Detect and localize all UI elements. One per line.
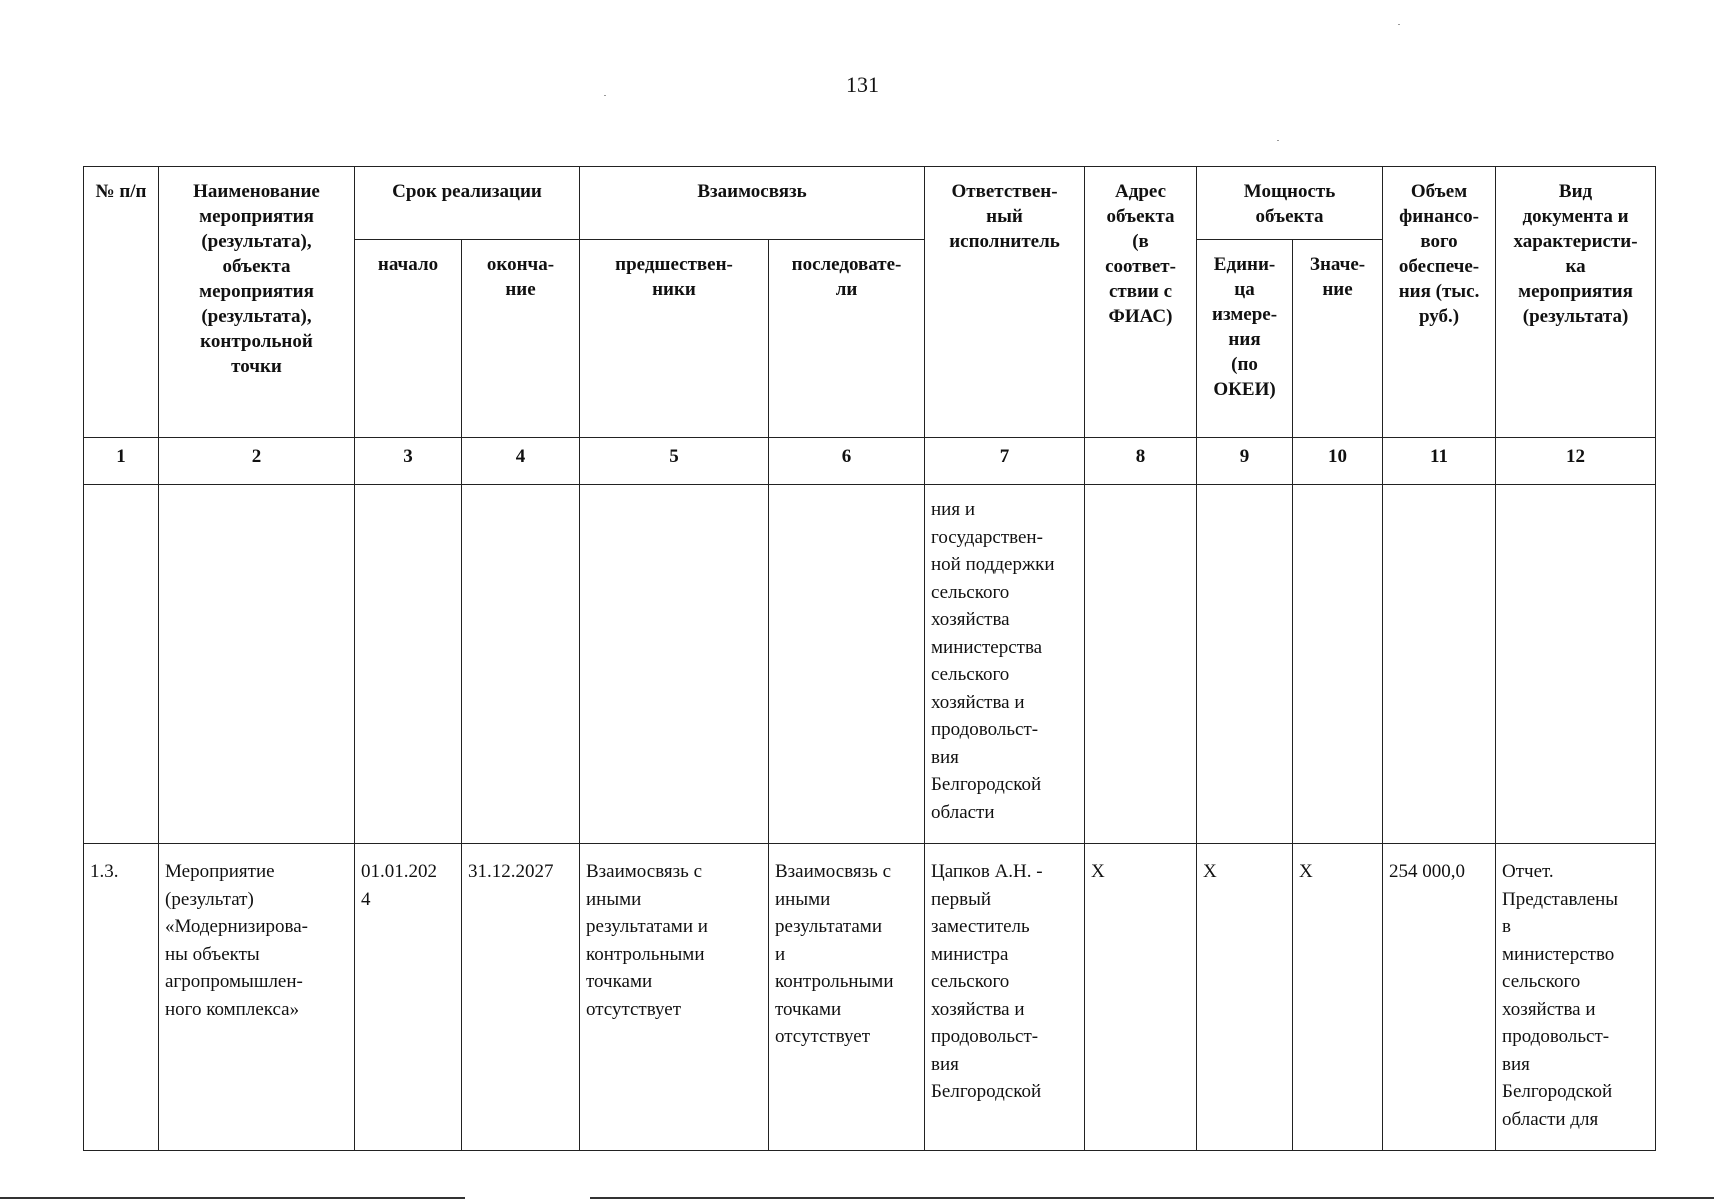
- cell-address: X: [1085, 844, 1197, 1151]
- cell-number: 1.3.: [84, 844, 159, 1151]
- cell-start: [355, 485, 462, 844]
- cell-name: Мероприятие (результат) «Модернизирова- ны объекты агропромышлен- ного комплекса»: [159, 844, 355, 1151]
- header-document: Вид документа и характеристи- ка мероприятия (результата): [1496, 167, 1656, 438]
- column-number: 11: [1383, 438, 1496, 485]
- header-row-top: [84, 167, 1656, 240]
- cell-successors: Взаимосвязь с иными результатами и контрольными точками отсутствует: [769, 844, 925, 1151]
- scan-speck: [1398, 24, 1400, 25]
- column-number: 5: [580, 438, 769, 485]
- cell-value: [1293, 485, 1383, 844]
- column-number: 4: [462, 438, 580, 485]
- header-address: Адрес объекта (в соответ- ствии с ФИАС): [1085, 167, 1197, 438]
- cell-address: [1085, 485, 1197, 844]
- header-term-start: начало: [355, 240, 462, 438]
- cell-finance: [1383, 485, 1496, 844]
- scan-speck: [604, 95, 606, 96]
- cell-predecessors: [580, 485, 769, 844]
- column-number: 12: [1496, 438, 1656, 485]
- scan-speck: [1277, 140, 1279, 141]
- header-capacity: Мощность объекта: [1197, 167, 1383, 240]
- scan-edge-line: [0, 1197, 465, 1199]
- column-number: 2: [159, 438, 355, 485]
- cell-document: [1496, 485, 1656, 844]
- scan-edge-line: [590, 1197, 1714, 1199]
- header-number: № п/п: [84, 167, 159, 438]
- header-relationship: Взаимосвязь: [580, 167, 925, 240]
- column-number: 7: [925, 438, 1085, 485]
- cell-end: 31.12.2027: [462, 844, 580, 1151]
- header-predecessors: предшествен- ники: [580, 240, 769, 438]
- activities-table: [83, 166, 1656, 1151]
- header-finance: Объем финансо- вого обеспече- ния (тыс. руб.): [1383, 167, 1496, 438]
- column-number: 6: [769, 438, 925, 485]
- cell-number: [84, 485, 159, 844]
- cell-responsible: Цапков А.Н. - первый заместитель министра сельского хозяйства и продовольст- вия Белгородской: [925, 844, 1085, 1151]
- cell-successors: [769, 485, 925, 844]
- header-responsible: Ответствен- ный исполнитель: [925, 167, 1085, 438]
- column-number: 8: [1085, 438, 1197, 485]
- column-number: 9: [1197, 438, 1293, 485]
- table-row: [84, 844, 1656, 1151]
- cell-document: Отчет. Представлены в министерство сельского хозяйства и продовольст- вия Белгородской области для: [1496, 844, 1656, 1151]
- cell-value: X: [1293, 844, 1383, 1151]
- cell-unit: X: [1197, 844, 1293, 1151]
- cell-start: 01.01.202 4: [355, 844, 462, 1151]
- header-capacity-value: Значе- ние: [1293, 240, 1383, 438]
- page-number: 131: [846, 72, 879, 97]
- header-capacity-unit: Едини- ца измере- ния (по ОКЕИ): [1197, 240, 1293, 438]
- cell-name: [159, 485, 355, 844]
- column-number: 1: [84, 438, 159, 485]
- table-row: [84, 485, 1656, 844]
- cell-responsible: ния и государствен- ной поддержки сельского хозяйства министерства сельского хозяйства и продовольст- вия Белгородской области: [925, 485, 1085, 844]
- column-number: 3: [355, 438, 462, 485]
- header-term-end: оконча- ние: [462, 240, 580, 438]
- header-successors: последовате- ли: [769, 240, 925, 438]
- cell-unit: [1197, 485, 1293, 844]
- cell-end: [462, 485, 580, 844]
- header-term: Срок реализации: [355, 167, 580, 240]
- header-name: Наименование мероприятия (результата), объекта мероприятия (результата), контрольной точки: [159, 167, 355, 438]
- column-numbers-row: [84, 438, 1656, 485]
- column-number: 10: [1293, 438, 1383, 485]
- cell-predecessors: Взаимосвязь с иными результатами и контрольными точками отсутствует: [580, 844, 769, 1151]
- cell-finance: 254 000,0: [1383, 844, 1496, 1151]
